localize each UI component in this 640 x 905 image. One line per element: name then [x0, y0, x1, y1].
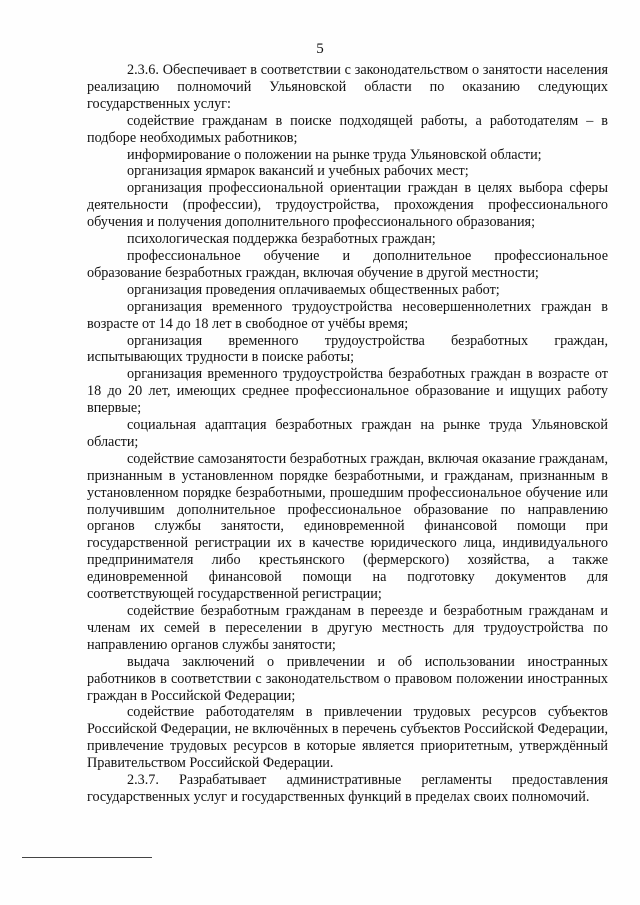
clause-2-3-7: 2.3.7. Разрабатывает административные регламенты предоставления государственных услуг и государственных функций в пределах своих полномочий. — [87, 772, 608, 805]
service-item-self-employment: содействие самозанятости безработных граждан, включая оказание гражданам, признанным в установленном порядке безработными, и гражданам, признанным в установленном порядке безработными, прошедшим профессиональное обучение или получившим дополнительное профессиональное образование по направлению органов службы занятости, единовременной финансовой помощи при государственной регистрации их в качестве юридического лица, индивидуального предпринимателя либо крестьянского (фермерского) хозяйства, а также единовременной финансовой помощи на подготовку документов для соответствующей государственной регистрации; — [87, 450, 608, 603]
service-item-labor-market-info: информирование о положении на рынке труда Ульяновской области; — [127, 146, 542, 163]
service-item-foreign-workers: выдача заключений о привлечении и об использовании иностранных работников в соответствии с законодательством о правовом положении иностранных граждан в Российской Федерации; — [87, 653, 608, 704]
service-item-minors-employment: организация временного трудоустройства несовершеннолетних граждан в возрасте от 14 до 18 лет в свободное от учёбы время; — [87, 298, 608, 332]
service-item-vocational-training: профессиональное обучение и дополнительное профессиональное образование безработных граждан, включая обучение в другой местности; — [87, 247, 608, 281]
service-item-social-adaptation: социальная адаптация безработных граждан на рынке труда Ульяновской области; — [87, 417, 608, 450]
service-item-job-search: содействие гражданам в поиске подходящей работы, а работодателям – в подборе необходимых работников; — [87, 112, 608, 146]
service-item-psychological-support: психологическая поддержка безработных граждан; — [127, 231, 436, 248]
clause-2-3-6-intro: 2.3.6. Обеспечивает в соответствии с законодательством о занятости населения реализацию полномочий Ульяновской области по оказанию следующих государственных услуг: — [87, 62, 608, 112]
service-item-labor-resources: содействие работодателям в привлечении трудовых ресурсов субъектов Российской Федерации, не включённых в перечень субъектов Российской Федерации, привлечение трудовых ресурсов в которые является приоритетным, утверждённый Правительством Российской Федерации. — [87, 704, 608, 772]
service-item-relocation: содействие безработным гражданам в переезде и безработным гражданам и членам их семей в переселении в другую местность для трудоустройства по направлению органов службы занятости; — [87, 603, 608, 653]
service-item-public-works: организация проведения оплачиваемых общественных работ; — [127, 281, 500, 298]
service-item-job-fairs: организация ярмарок вакансий и учебных рабочих мест; — [127, 163, 469, 180]
document-body — [87, 62, 608, 806]
page-number: 5 — [316, 41, 324, 57]
footnote-divider — [22, 857, 152, 858]
service-item-temporary-employment-18-20: организация временного трудоустройства безработных граждан в возрасте от 18 до 20 лет, имеющих среднее профессиональное образование и ищущих работу впервые; — [87, 366, 608, 417]
service-item-career-guidance: организация профессиональной ориентации граждан в целях выбора сферы деятельности (профессии), трудоустройства, прохождения профессионального обучения и получения дополнительного профессионального образования; — [87, 180, 608, 231]
service-item-temporary-employment-difficulties: организация временного трудоустройства безработных граждан, испытывающих трудности в поиске работы; — [87, 332, 608, 366]
